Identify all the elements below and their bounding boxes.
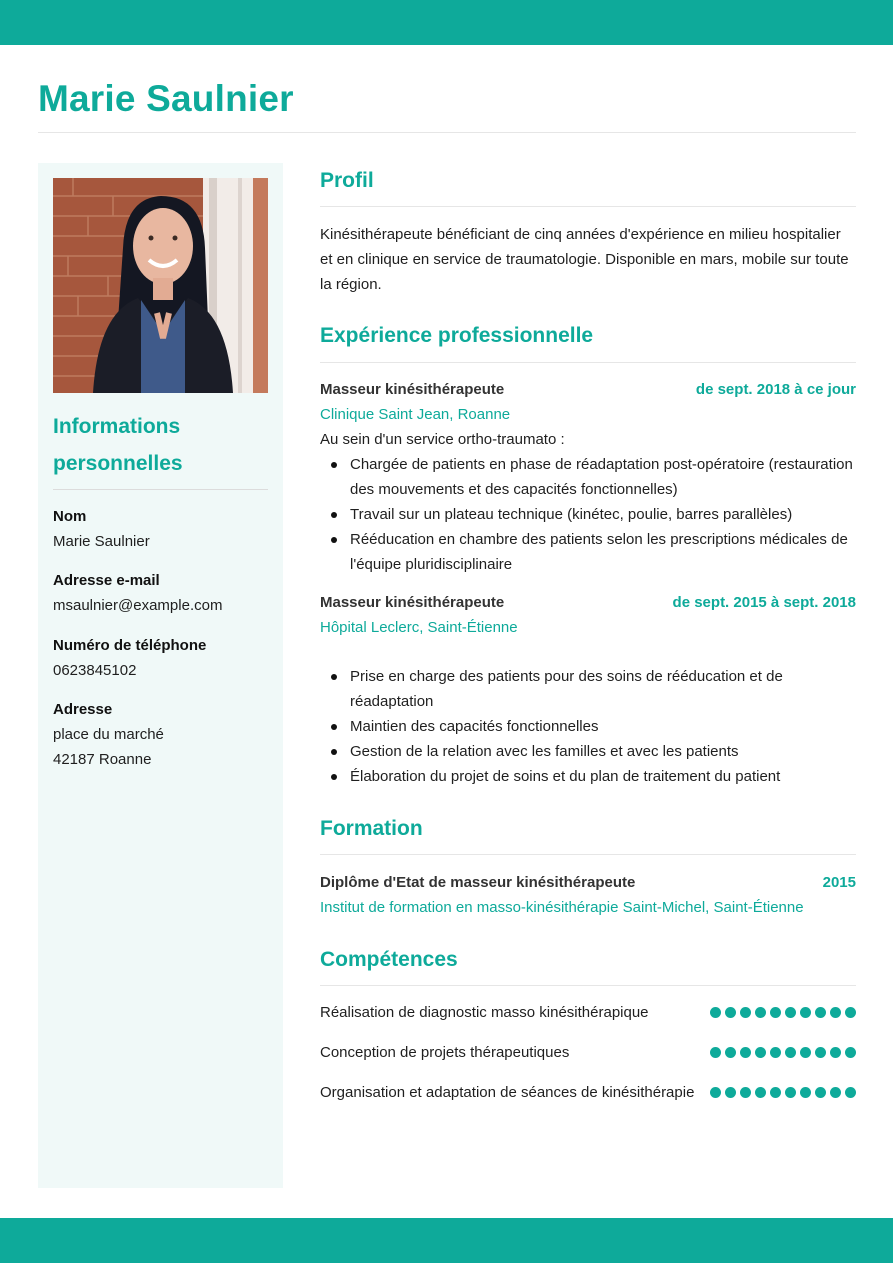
skill-row bbox=[320, 1040, 856, 1065]
skill-row bbox=[320, 1000, 856, 1025]
skill-dot bbox=[740, 1047, 751, 1058]
skill-dot bbox=[830, 1047, 841, 1058]
section-divider bbox=[320, 362, 856, 363]
job-intro: Au sein d'un service ortho-traumato : bbox=[320, 431, 565, 448]
info-value: Marie Saulnier bbox=[53, 533, 150, 550]
job-dates: de sept. 2015 à sept. 2018 bbox=[672, 594, 856, 611]
info-label: Numéro de téléphone bbox=[53, 637, 207, 654]
profile-text: Kinésithérapeute bénéficiant de cinq années d'expérience en milieu hospitalier et en clinique en service de traumatologie. Disponible en mars, mobile sur toute la région. bbox=[320, 226, 849, 293]
list-item: Chargée de patients en phase de réadaptation post-opératoire (restauration des mouvements et des capacités fonctionnelles) bbox=[320, 452, 856, 502]
skill-dot bbox=[740, 1087, 751, 1098]
list-item: Rééducation en chambre des patients selon les prescriptions médicales de l'équipe pluridisciplinaire bbox=[320, 527, 856, 577]
education-header bbox=[320, 870, 856, 895]
job-header bbox=[320, 377, 856, 402]
skill-dot bbox=[830, 1007, 841, 1018]
list-item: Maintien des capacités fonctionnelles bbox=[320, 714, 856, 739]
job-employer: Hôpital Leclerc, Saint-Étienne bbox=[320, 619, 518, 636]
profile-photo bbox=[53, 178, 268, 393]
skill-label: Organisation et adaptation de séances de kinésithérapie bbox=[320, 1084, 695, 1101]
section-title-profile: Profil bbox=[320, 169, 374, 192]
info-name bbox=[53, 504, 268, 554]
skill-label: Réalisation de diagnostic masso kinésithérapique bbox=[320, 1004, 649, 1021]
job-bullets bbox=[320, 452, 856, 577]
name-divider bbox=[38, 132, 856, 133]
skill-dot bbox=[770, 1007, 781, 1018]
skill-dot bbox=[755, 1007, 766, 1018]
info-email bbox=[53, 568, 268, 618]
skill-dot bbox=[755, 1047, 766, 1058]
info-value: 42187 Roanne bbox=[53, 751, 152, 768]
skill-rating bbox=[710, 1007, 856, 1018]
skill-dot bbox=[770, 1047, 781, 1058]
skill-dot bbox=[800, 1007, 811, 1018]
section-divider bbox=[320, 206, 856, 207]
section-title-education: Formation bbox=[320, 817, 423, 840]
skill-dot bbox=[815, 1007, 826, 1018]
skill-label: Conception de projets thérapeutiques bbox=[320, 1044, 570, 1061]
info-label: Nom bbox=[53, 508, 87, 525]
info-address bbox=[53, 697, 268, 772]
list-item: Travail sur un plateau technique (kinétec, poulie, barres parallèles) bbox=[320, 502, 856, 527]
list-item: Élaboration du projet de soins et du plan de traitement du patient bbox=[320, 764, 856, 789]
bottom-band bbox=[0, 1218, 893, 1263]
info-label: Adresse e-mail bbox=[53, 572, 160, 589]
education-school: Institut de formation en masso-kinésithérapie Saint-Michel, Saint-Étienne bbox=[320, 899, 804, 916]
top-band bbox=[0, 0, 893, 45]
skill-dot bbox=[845, 1007, 856, 1018]
job-dates: de sept. 2018 à ce jour bbox=[695, 381, 856, 398]
skill-rating bbox=[710, 1087, 856, 1098]
info-label: Adresse bbox=[53, 701, 113, 718]
education-degree: Diplôme d'Etat de masseur kinésithérapeute bbox=[320, 874, 636, 891]
skill-dot bbox=[725, 1047, 736, 1058]
skill-dot bbox=[830, 1087, 841, 1098]
skill-dot bbox=[800, 1047, 811, 1058]
skill-dot bbox=[785, 1007, 796, 1018]
job-header bbox=[320, 590, 856, 615]
skill-dot bbox=[800, 1087, 811, 1098]
skill-dot bbox=[710, 1047, 721, 1058]
sidebar-title: Informations personnelles bbox=[53, 415, 183, 475]
skill-dot bbox=[710, 1087, 721, 1098]
list-item: Gestion de la relation avec les familles et avec les patients bbox=[320, 739, 856, 764]
skill-dot bbox=[725, 1087, 736, 1098]
skill-dot bbox=[815, 1087, 826, 1098]
info-phone bbox=[53, 633, 268, 683]
skill-dot bbox=[815, 1047, 826, 1058]
job-position: Masseur kinésithérapeute bbox=[320, 594, 505, 611]
job-bullets bbox=[320, 664, 856, 789]
resume-name: Marie Saulnier bbox=[38, 78, 294, 119]
sidebar bbox=[38, 163, 283, 1188]
sidebar-divider bbox=[53, 489, 268, 490]
list-item: Prise en charge des patients pour des soins de rééducation et de réadaptation bbox=[320, 664, 856, 714]
section-divider bbox=[320, 854, 856, 855]
skill-dot bbox=[845, 1087, 856, 1098]
skill-dot bbox=[725, 1007, 736, 1018]
skill-dot bbox=[845, 1047, 856, 1058]
skill-rating bbox=[710, 1047, 856, 1058]
skill-dot bbox=[770, 1087, 781, 1098]
skill-dot bbox=[740, 1007, 751, 1018]
skill-dot bbox=[785, 1047, 796, 1058]
skill-dot bbox=[710, 1007, 721, 1018]
section-divider bbox=[320, 985, 856, 986]
info-value: place du marché bbox=[53, 726, 164, 743]
section-title-skills: Compétences bbox=[320, 948, 458, 971]
info-value: msaulnier@example.com bbox=[53, 597, 223, 614]
skill-dot bbox=[785, 1087, 796, 1098]
section-title-experience: Expérience professionnelle bbox=[320, 324, 594, 347]
job-employer: Clinique Saint Jean, Roanne bbox=[320, 406, 511, 423]
skill-row bbox=[320, 1080, 856, 1105]
info-value: 0623845102 bbox=[53, 662, 137, 679]
skill-dot bbox=[755, 1087, 766, 1098]
job-position: Masseur kinésithérapeute bbox=[320, 381, 505, 398]
education-year: 2015 bbox=[822, 874, 856, 891]
